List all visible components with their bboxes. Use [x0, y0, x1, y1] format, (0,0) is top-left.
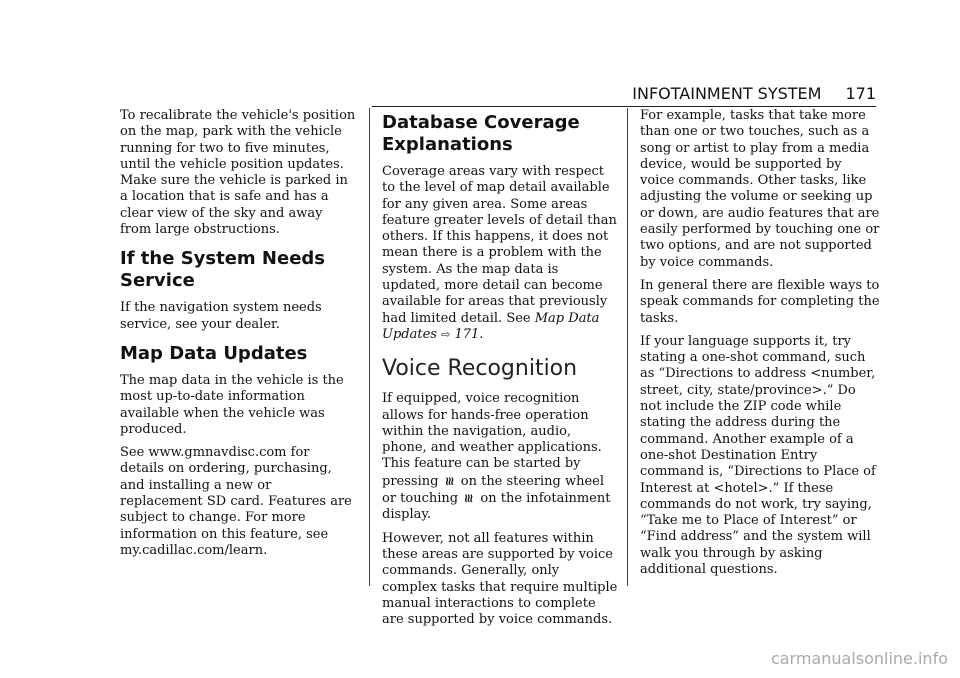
paragraph: For example, tasks that take more than one or two touches, such as a song or artist to play from a media device, would be supported by voice commands. Other tasks, like adjusting the volume or seeking up or down, are audio features that are easily performed by touching one or two options, and are not supported by voice commands. [640, 108, 880, 270]
paragraph: However, not all features within these areas are supported by voice commands. Generally, only complex tasks that require multiple manual interactions to complete are supported by voice commands. [382, 530, 618, 628]
paragraph-text: If equipped, voice recognition allows for hands-free operation within the navigation, audio, phone, and weather applications. This feature can be started by pressing [382, 391, 602, 489]
column-middle [382, 108, 618, 635]
paragraph: To recalibrate the vehicle's position on the map, park with the vehicle running for two to five minutes, until the vehicle position updates. Make sure the vehicle is parked in a location that is safe and has a clear view of the sky and away from large obstructions. [120, 108, 356, 238]
heading-map-data-updates: Map Data Updates [120, 342, 308, 364]
paragraph-text: on the infotainment display. [382, 491, 611, 523]
paragraph: See www.gmnavdisc.com for details on ordering, purchasing, and installing a new or replacement SD card. Features are subject to change. For more information on this feature, see my.cadillac.com/learn. [120, 445, 352, 558]
paragraph: The map data in the vehicle is the most up-to-date information available when the vehicle was produced. [120, 372, 344, 437]
column-divider [369, 108, 370, 586]
paragraph [382, 391, 618, 523]
header-divider [372, 106, 876, 107]
column-divider [627, 108, 628, 586]
column-left [120, 108, 356, 566]
heading-voice-recognition: Voice Recognition [382, 356, 578, 382]
paragraph [382, 164, 618, 343]
period: . [479, 326, 484, 342]
heading-database-coverage: Database Coverage Explanations [382, 112, 580, 155]
page-ref-arrow-icon: ⇨ [441, 327, 451, 341]
voice-recognition-icon: ≋ [462, 493, 477, 504]
heading-system-service: If the System Needs Service [120, 248, 326, 292]
xref-title: Map Data Updates [382, 310, 600, 342]
page-number: 171 [845, 84, 876, 103]
column-right [640, 108, 880, 585]
paragraph: In general there are flexible ways to speak commands for completing the tasks. [640, 277, 880, 326]
xref-page: 171 [454, 326, 480, 342]
paragraph: If the navigation system needs service, see your dealer. [120, 300, 322, 332]
watermark: carmanualsonline.info [770, 649, 948, 668]
voice-recognition-icon: ≋ [442, 475, 457, 486]
page-header [632, 84, 876, 103]
paragraph: If your language supports it, try stating a one-shot command, such as “Directions to address <number, street, city, state/province>.” Do not include the ZIP code while stating the address during the command. Another example of a one-shot Destination Entry command is, “Directions to Place of Interest at <hotel>.” If these commands do not work, try saying, “Take me to Place of Interest” or “Find address” and the system will walk you through by asking additional questions. [640, 333, 876, 578]
section-title: INFOTAINMENT SYSTEM [632, 84, 822, 103]
paragraph-text: Coverage areas vary with respect to the level of map detail available for any given area. Some areas feature greater levels of detail than others. If this happens, it does not mean there is a problem with the system. As the map data is updated, more detail can become available for areas that previously had limited detail. See [382, 164, 617, 326]
paragraph-text: on the steering wheel or touching [382, 473, 605, 507]
